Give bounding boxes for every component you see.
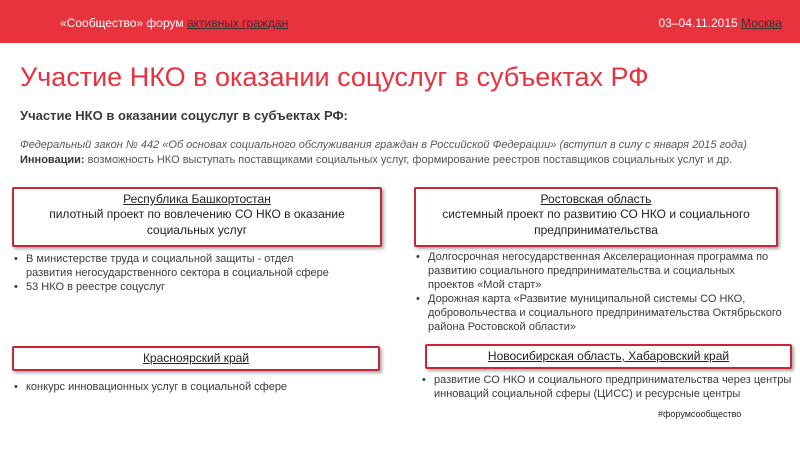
novosibirsk-list xyxy=(420,373,792,401)
region-box-krasnoyarsk xyxy=(12,346,380,371)
region-box-rostov xyxy=(414,187,778,247)
innovations-label: Инновации: xyxy=(20,154,85,166)
slide-title: Участие НКО в оказании соцуслуг в субъектах РФ xyxy=(20,62,649,92)
krasnoyarsk-list xyxy=(12,380,372,394)
region-project: пилотный проект по вовлечению СО НКО в оказание социальных услуг xyxy=(49,207,345,237)
region-name: Республика Башкортостан xyxy=(123,192,271,206)
list-item: • развитие СО НКО и социального предпринимательства через центры инноваций социальной сферы (ЦИСС) и ресурсные центры xyxy=(420,373,792,401)
slide-subtitle: Участие НКО в оказании соцуслуг в субъектах РФ: xyxy=(20,108,348,123)
event-city-link[interactable]: Москва xyxy=(741,16,782,30)
list-item: • Дорожная карта «Развитие муниципальной системы СО НКО, добровольчества и социального предпринимательства Октябрьского района Ростовской области» xyxy=(414,292,784,334)
innovations-text: возможность НКО выступать поставщиками социальных услуг, формирование реестров поставщиков социальных услуг и др. xyxy=(84,154,733,166)
region-name: Красноярский край xyxy=(142,351,250,365)
hashtag: #форумсообщество xyxy=(658,409,742,419)
list-item: • В министерстве труда и социальной защиты - отдел развития негосударственного сектора в социальной сфере xyxy=(12,252,332,280)
region-box-novosibirsk xyxy=(425,344,792,369)
list-item: • Долгосрочная негосударственная Акселерационная программа по развитию социального предпринимательства и социальных проектов «Мой старт» xyxy=(414,250,784,292)
forum-name: «Сообщество» форум xyxy=(60,16,187,30)
forum-label xyxy=(60,16,288,30)
event-date-location xyxy=(659,16,783,30)
law-paragraph xyxy=(20,138,790,168)
region-name: Новосибирская область, Хабаровский край xyxy=(487,349,730,363)
event-date: 03–04.11.2015 xyxy=(658,16,742,30)
rostov-list xyxy=(414,250,784,334)
law-citation: Федеральный закон № 442 «Об основах социального обслуживания граждан в Российской Федерации» (вступил в силу с января 2015 года) xyxy=(20,139,747,151)
top-banner xyxy=(0,0,800,43)
forum-link[interactable]: активных граждан xyxy=(186,16,289,30)
bashkortostan-list xyxy=(12,252,332,294)
list-item: • 53 НКО в реестре соцуслуг xyxy=(12,280,332,294)
list-item: • конкурс инновационных услуг в социальной сфере xyxy=(12,380,372,394)
region-project: системный проект по развитию СО НКО и социального предпринимательства xyxy=(442,207,750,237)
region-box-bashkortostan xyxy=(12,187,382,247)
region-name: Ростовская область xyxy=(540,192,652,206)
